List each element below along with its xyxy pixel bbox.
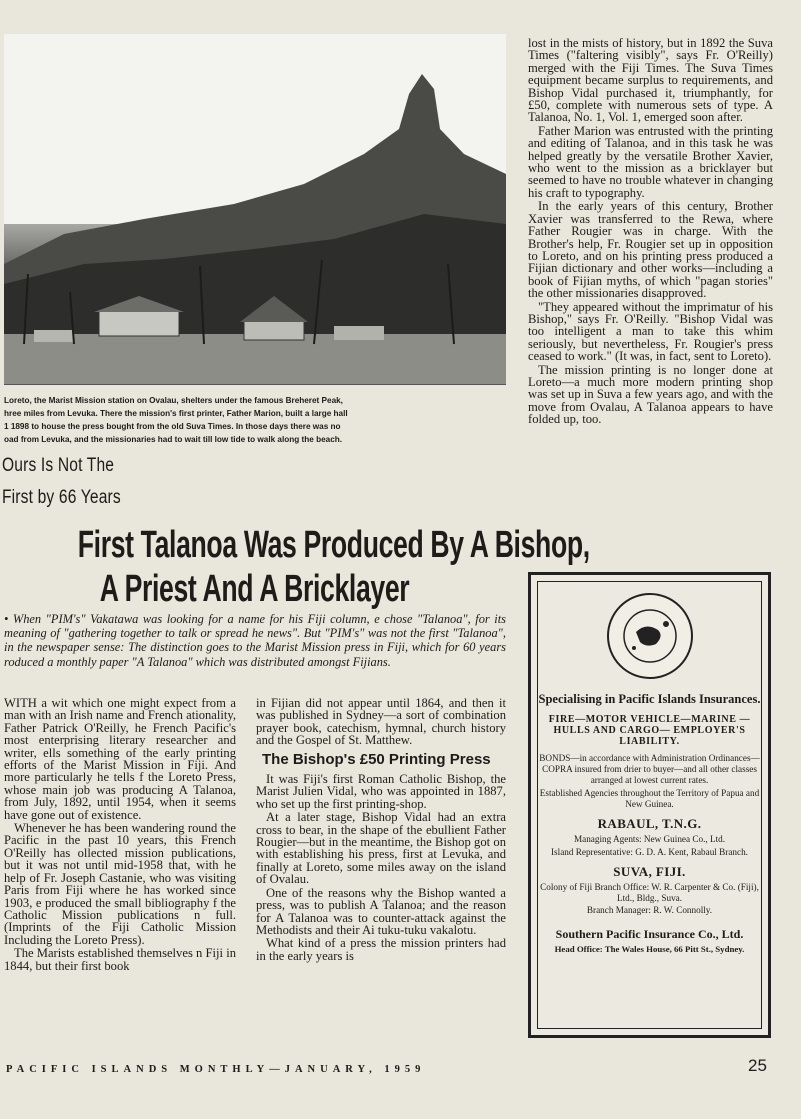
headline-line-2: A Priest And A Bricklayer [99,568,410,610]
paragraph: Whenever he has been wandering round the Pacific in the past 10 years, this French O'Reilly has ollected mission publications, but it was not until mid-1958 that, with he help of Fr. Joseph Castanie, who was visiting Paris from Fiji where he has worked since 1903, e produced the small bibliography f the Catholic Mission publications n full. (Imprints of the Fiji Catholic Mission Including the Loreto Press). [4,821,236,947]
paragraph: The mission printing is no longer done at Loreto—a much more modern printing shop was set up in Suva a few years ago, and with the move from Ovalau, A Talanoa appears to have folded up, too. [528,362,773,427]
paragraph: One of the reasons why the Bishop wanted a press, was to publish A Talanoa; and the reason for A Talanoa was to counter-attack against the Methodists and their Ai tuku-tuku vakalotu. [256,885,506,937]
ad-rabaul-agents: Managing Agents: New Guinea Co., Ltd. [573,834,726,844]
mission-photo [4,34,506,385]
section-subhead: The Bishop's £50 Printing Press [262,750,491,768]
ad-company: Southern Pacific Insurance Co., Ltd. [555,927,744,941]
caption-line: Loreto, the Marist Mission station on Ovalau, shelters under the famous Breheret Peak, [4,396,343,405]
paragraph: At a later stage, Bishop Vidal had an extra cross to bear, in the shape of the ebullient Father Rougier—but in the meantime, the Bishop got on with establishing his press, first at Levuka, and finally at Loreto, some miles away on the island of Ovalau. [256,810,506,887]
standfirst: • When "PIM's" Vakatawa was looking for a name for his Fiji column, e chose "Talanoa", for its meaning of "gathering together to talk or spread he news". But "PIM's" was not the first "Talanoa", in the newspaper sense: The distinction goes to the Marist Mission press in Fiji, which for 60 years roduced a monthly paper "A Talanoa" which was distributed amongst Fijians. [4,612,506,669]
headline-line-1: First Talanoa Was Produced By A Bishop, [77,524,590,566]
paragraph: What kind of a press the mission printers had in the early years is [256,936,506,963]
caption-line: oad from Levuka, and the missionaries had to wait till low tide to walk along the beach. [4,435,343,444]
paragraph: WITH a wit which one might expect from a man with an Irish name and French ationality, Father Patrick O'Reilly, he French Pacific's most enterprising literary researcher and writer, ells something of the early printing efforts of the Marist Mission in Fiji. And more particularly he tells f the Loreto Press, whose main job was producing A Talanoa, from July, 1892, until 1954, when it seems have gone out of existence. [4,696,236,822]
paragraph: It was Fiji's first Roman Catholic Bishop, the Marist Julien Vidal, who was appointed in 1887, who set up the first printing-shop. [256,772,506,811]
paragraph: Father Marion was entrusted with the printing and editing of Talanoa, and in this task he was helped greatly by the versatile Brother Xavier, who went to the mission as a bricklayer but seemed to have no trouble whatever in changing his craft to typography. [528,123,773,200]
ad-island-rep: Island Representative: G. D. A. Kent, Rabaul Branch. [551,847,748,857]
photo-caption [4,394,506,446]
kicker-line-2: First by 66 Years [2,487,121,508]
article-column-2 [256,697,506,963]
paragraph: "They appeared without the imprimatur of his Bishop," says Fr. O'Reilly. "Bishop Vidal was too intelligent a man to take this whim seriously, but nevertheless, Fr. Rougier's press ceased to work." (It was, in fact, sent to Loreto). [528,299,773,364]
ad-agencies: Established Agencies throughout the Territory of Papua and New Guinea. [539,788,760,809]
headline [2,523,590,611]
ad-specialising: Specialising in Pacific Islands Insurances. [538,692,761,706]
paragraph: In the early years of this century, Brother Xavier was transferred to the Rewa, where Father Rougier was in charge. With the Brother's help, Fr. Rougier set up in opposition to Loreto, and on his printing press produced a Fijian dictionary and other works—including a book of Fijian myths, of which "pagan stories" the other missionaries disapproved. [528,199,773,301]
ad-suva-office: Colony of Fiji Branch Office: W. R. Carpenter & Co. (Fiji), Ltd., Bldg., Suva. [540,882,759,903]
insurance-advertisement [528,572,771,1038]
ad-suva-manager: Branch Manager: R. W. Connolly. [586,905,713,915]
caption-line: 1 1898 to house the press bought from the old Suva Times. In those days there was no [4,422,341,431]
caption-line: hree miles from Levuka. There the mission's first printer, Father Marion, built a large hall [4,409,348,418]
article-column-1 [4,697,236,973]
ad-suva: SUVA, FIJI. [613,864,686,879]
insurance-logo-icon [606,592,694,680]
ad-bonds: BONDS—in accordance with Administration Ordinances—COPRA insured from drier to buyer—and all other classes arranged at lowest current rates. [539,753,760,785]
paragraph: The Marists established themselves n Fiji in 1844, but their first book [4,946,236,973]
kicker-line-1: Ours Is Not The [2,455,115,476]
paragraph: lost in the mists of history, but in 1892 the Suva Times ("faltering visibly", says Fr. O'Reilly) merged with the Fiji Times. The Suva Times equipment became surplus to requirements, and Bishop Vidal purchased it, triumphantly, for £50, complete with numerous sets of type. A Talanoa, No. 1, Vol. 1, emerged soon after. [528,36,773,125]
article-column-3 [528,37,773,427]
ad-rabaul: RABAUL, T.N.G. [597,816,702,831]
ad-head-office: Head Office: The Wales House, 66 Pitt St., Sydney. [554,944,745,954]
page-footer: PACIFIC ISLANDS MONTHLY—JANUARY, 1959 [6,1064,426,1075]
paragraph: in Fijian did not appear until 1864, and then it was published in Sydney—a sort of combination prayer book, catechism, hymnal, church history and the Gospel of St. Matthew. [256,696,506,748]
page-number: 25 [748,1056,767,1075]
ad-insurance-classes: FIRE—MOTOR VEHICLE—MARINE —HULLS AND CARGO— EMPLOYER'S LIABILITY. [548,714,751,747]
